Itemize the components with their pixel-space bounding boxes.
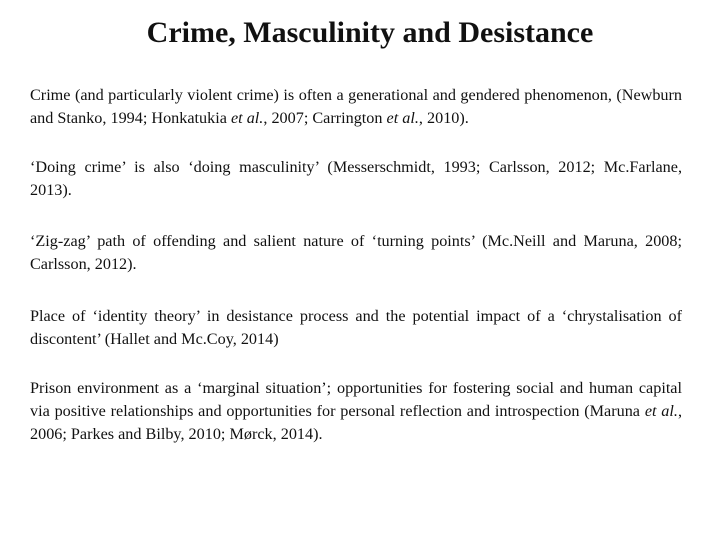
paragraph-doing-masculinity: ‘Doing crime’ is also ‘doing masculinity’ (Messerschmidt, 1993; Carlsson, 2012; Mc.Farlane, 2013). <box>30 158 682 199</box>
paragraph-text: , 2006; Parkes and Bilby, 2010; Mørck, 2014). <box>30 402 682 443</box>
paragraph-text: Prison environment as a ‘marginal situation’; opportunities for fostering social and human capital via positive relationships and opportunities for personal reflection and introspection (Maruna <box>30 379 682 420</box>
slide-title: Crime, Masculinity and Desistance <box>146 16 594 49</box>
paragraph-text: Crime (and particularly violent crime) is often a generational and gendered phenomenon, (Newburn and Stanko, 1994; Honkatukia <box>30 86 682 127</box>
et-al-italic: et al. <box>644 402 678 420</box>
et-al-italic: et al. <box>386 109 419 127</box>
paragraph-crime-generational <box>30 84 682 130</box>
paragraph-text: , 2010). <box>418 109 469 127</box>
et-al-italic: et al. <box>230 109 264 127</box>
paragraph-prison-environment <box>30 377 682 446</box>
paragraph-identity-theory: Place of ‘identity theory’ in desistance process and the potential impact of a ‘chrystalisation of discontent’ (Hallet and Mc.Coy, 2014) <box>30 307 682 348</box>
paragraph-zig-zag-path: ‘Zig-zag’ path of offending and salient nature of ‘turning points’ (Mc.Neill and Maruna, 2008; Carlsson, 2012). <box>30 232 682 273</box>
paragraph-text: , 2007; Carrington <box>263 109 387 127</box>
